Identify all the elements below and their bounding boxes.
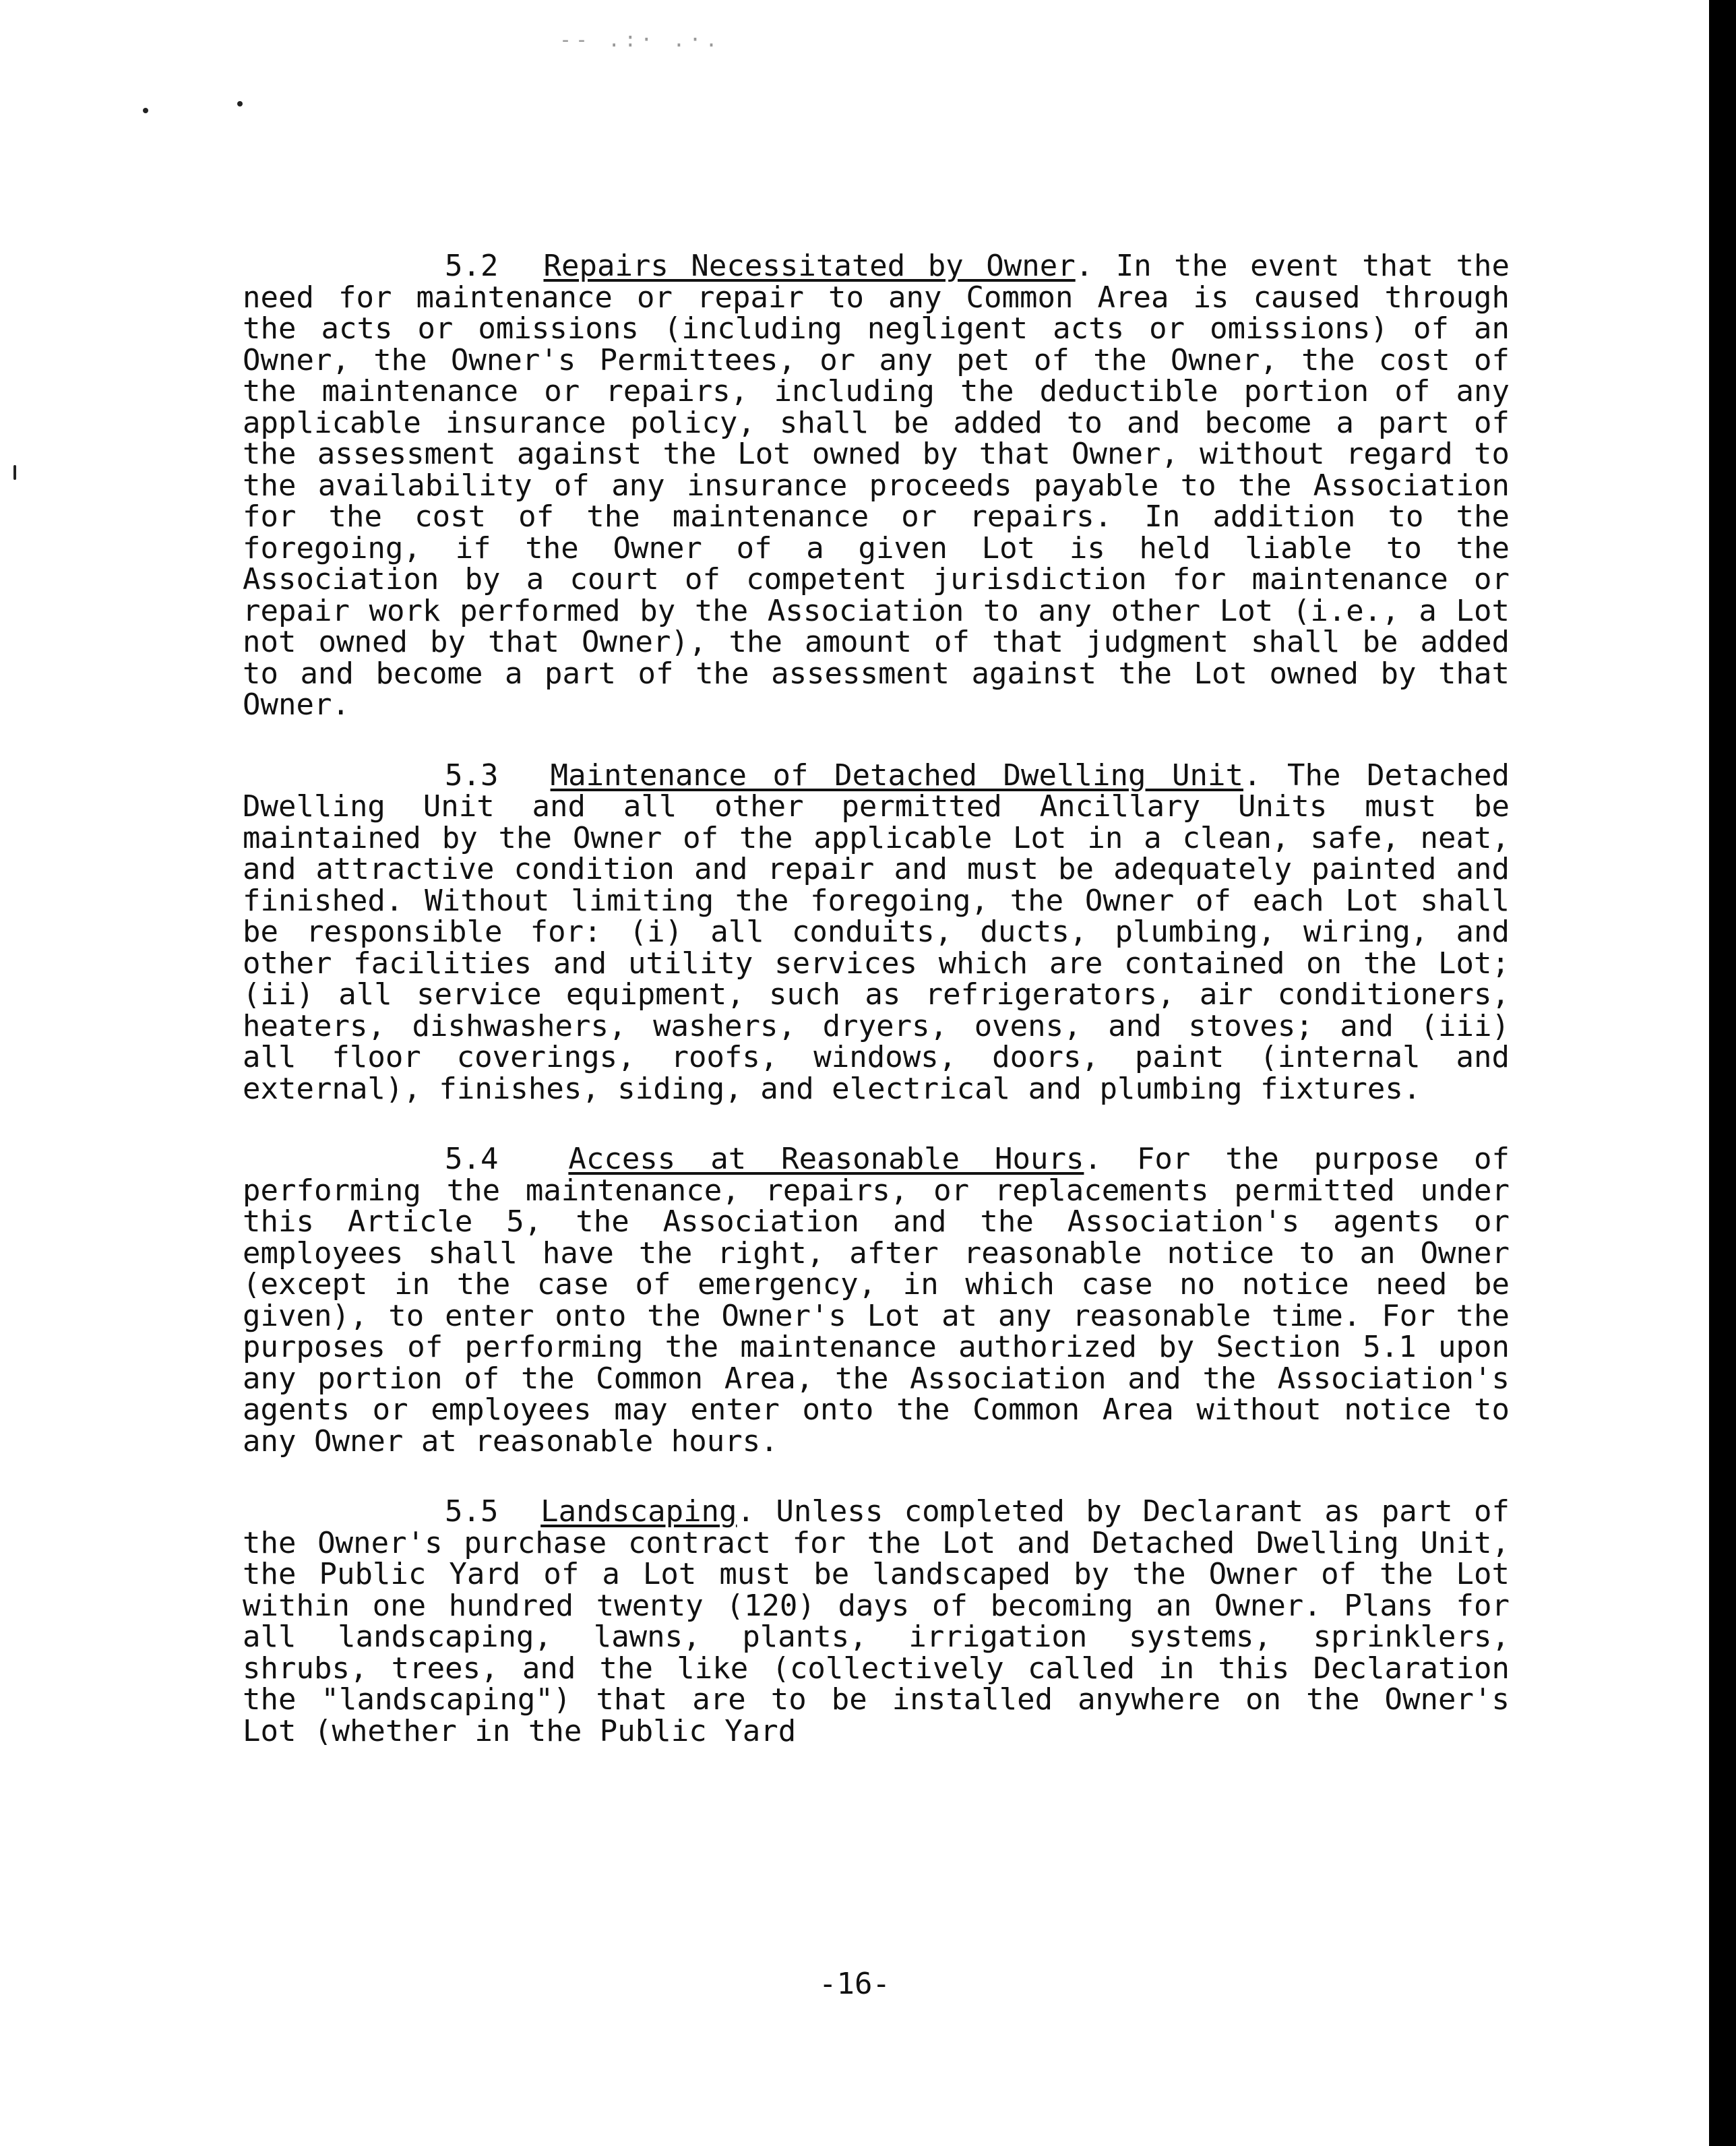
section-text: . In the event that the need for maintenance or repair to any Common Area is caused through the acts or omissions (including negligent acts or omissions) of an Owner, the Owner's Permittees, or any pet of the Owner, the cost of the maintenance or repairs, including the deductible portion of any applicable insurance policy, shall be added to and become a part of the assessment against the Lot owned by that Owner, without regard to the availability of any insurance proceeds payable to the Association for the cost of the maintenance or repairs. In addition to the foregoing, if the Owner of a given Lot is held liable to the Association by a court of competent jurisdiction for maintenance or repair work performed by the Association to any other Lot (i.e., a Lot not owned by that Owner), the amount of that judgment shall be added to and become a part of the assessment against the Lot owned by that Owner.	[243, 249, 1510, 722]
scan-right-border	[1709, 0, 1736, 2146]
section-number: 5.4	[445, 1142, 499, 1176]
document-body	[243, 251, 1510, 1786]
section-heading: Access at Reasonable Hours	[568, 1142, 1084, 1176]
section-heading: Maintenance of Detached Dwelling Unit	[550, 758, 1243, 793]
section-5-4	[243, 1144, 1510, 1457]
section-number: 5.3	[445, 758, 499, 793]
section-heading: Landscaping	[540, 1494, 737, 1529]
scan-speck	[143, 108, 148, 113]
section-text: . Unless completed by Declarant as part of the Owner's purchase contract for the Lot and Detached Dwelling Unit, the Public Yard of a Lot must be landscaped by the Owner of the Lot within one hundred twenty (120) days of becoming an Owner. Plans for all landscaping, lawns, plants, irrigation systems, sprinklers, shrubs, trees, and the like (collectively called in this Declaration the "landscaping") that are to be installed anywhere on the Owner's Lot (whether in the Public Yard	[243, 1494, 1510, 1748]
section-5-5	[243, 1496, 1510, 1747]
section-number: 5.5	[445, 1494, 499, 1529]
scan-speck	[13, 465, 16, 480]
page-number: -16-	[819, 1967, 890, 2001]
section-number: 5.2	[445, 249, 499, 283]
section-text: . The Detached Dwelling Unit and all other permitted Ancillary Units must be maintained by the Owner of the applicable Lot in a clean, safe, neat, and attractive condition and repair and must be adequately painted and finished. Without limiting the foregoing, the Owner of each Lot shall be responsible for: (i) all conduits, ducts, plumbing, wiring, and other facilities and utility services which are contained on the Lot; (ii) all service equipment, such as refrigerators, air conditioners, heaters, dishwashers, washers, dryers, ovens, and stoves; and (iii) all floor coverings, roofs, windows, doors, paint (internal and external), finishes, siding, and electrical and plumbing fixtures.	[243, 758, 1510, 1106]
scan-header-noise: -- .:· .·.	[559, 28, 722, 52]
section-text: . For the purpose of performing the maintenance, repairs, or replacements permitted under this Article 5, the Association and the Association's agents or employees shall have the right, after reasonable notice to an Owner (except in the case of emergency, in which case no notice need be given), to enter onto the Owner's Lot at any reasonable time. For the purposes of performing the maintenance authorized by Section 5.1 upon any portion of the Common Area, the Association and the Association's agents or employees may enter onto the Common Area without notice to any Owner at reasonable hours.	[243, 1142, 1510, 1459]
section-5-3	[243, 760, 1510, 1105]
section-5-2	[243, 251, 1510, 721]
scan-speck	[237, 101, 243, 106]
section-heading: Repairs Necessitated by Owner	[543, 249, 1076, 283]
